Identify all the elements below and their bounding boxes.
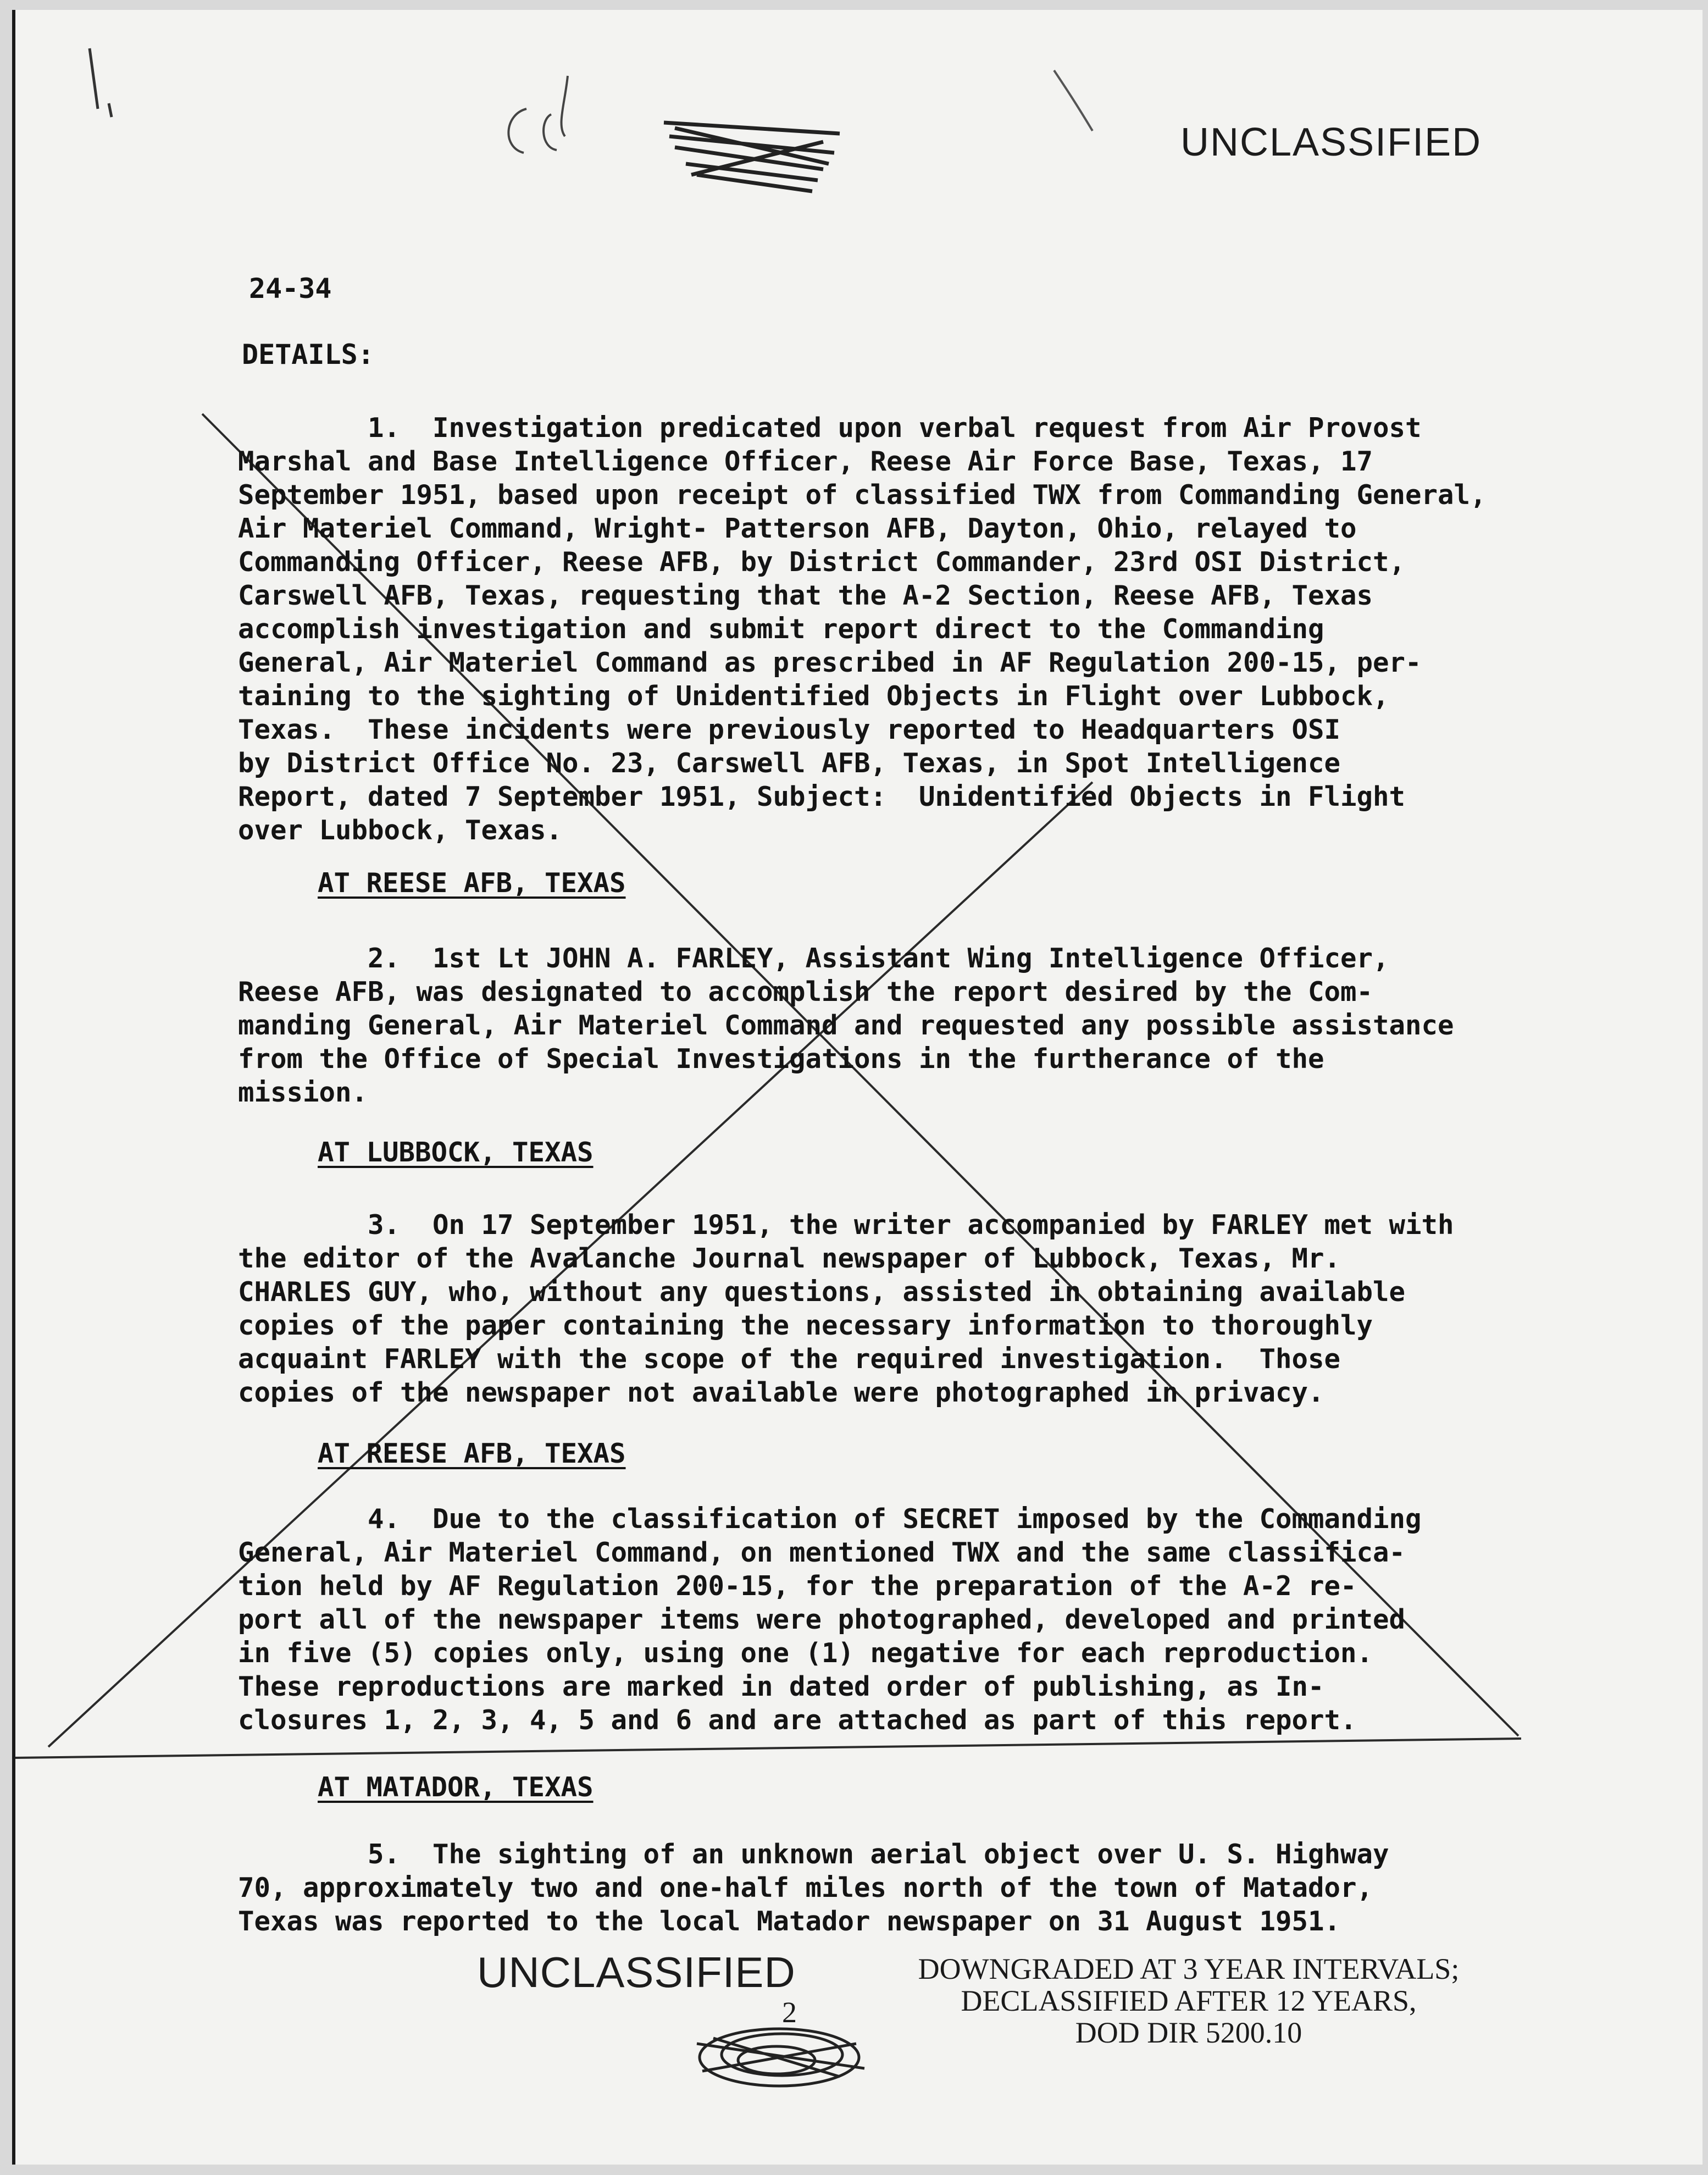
signature-scribble	[697, 2029, 864, 2086]
paragraph-3: 3. On 17 September 1951, the writer accompanied by FARLEY met with the editor of the Avalanche Journal newspaper of Lubbock, Texas, Mr. CHARLES GUY, who, without any questions, assisted in obtaining available copies of the paper containing the necessary information to thoroughly acquaint FARLEY with the scope of the required investigation. Those copies of the newspaper not available were photographed in privacy.	[238, 1209, 1454, 1408]
paragraph-5: 5. The sighting of an unknown aerial object over U. S. Highway 70, approximately two and one-half miles north of the town of Matador, Texas was reported to the local Matador newspaper on 31 August 1951.	[238, 1839, 1389, 1937]
downgrade-line-2: DECLASSIFIED AFTER 12 YEARS,	[961, 1984, 1417, 2017]
downgrade-notice	[873, 1953, 1505, 2049]
paragraph-1: 1. Investigation predicated upon verbal request from Air Provost Marshal and Base Intelligence Officer, Reese Air Force Base, Texas, 17 September 1951, based upon receipt of classified TWX from Commanding General, Air Materiel Command, Wright- Patterson AFB, Dayton, Ohio, relayed to Commanding Officer, Reese AFB, by District Commander, 23rd OSI District, Carswell AFB, Texas, requesting that the A-2 Section, Reese AFB, Texas accomplish investigation and submit report direct to the Commanding General, Air Materiel Command as prescribed in AF Regulation 200-15, per- taining to the sighting of Unidentified Objects in Flight over Lubbock, Texas. These incidents were previously reported to Headquarters OSI by District Office No. 23, Carswell AFB, Texas, in Spot Intelligence Report, dated 7 September 1951, Subject: Unidentified Objects in Flight over Lubbock, Texas.	[238, 412, 1487, 846]
section-heading-matador: AT MATADOR, TEXAS	[318, 1772, 594, 1803]
file-number: 24-34	[249, 273, 332, 305]
document-page	[12, 10, 1703, 2165]
section-heading-reese-1: AT REESE AFB, TEXAS	[318, 867, 626, 899]
downgrade-line-1: DOWNGRADED AT 3 YEAR INTERVALS;	[918, 1952, 1460, 1985]
paragraph-2: 2. 1st Lt JOHN A. FARLEY, Assistant Wing Intelligence Officer, Reese AFB, was designated to accomplish the report desired by the Com- manding General, Air Materiel Command and requested any possible assistance from the Office of Special Investigations in the furtherance of the mission.	[238, 943, 1454, 1108]
section-heading-reese-2: AT REESE AFB, TEXAS	[318, 1438, 626, 1469]
paragraph-4: 4. Due to the classification of SECRET imposed by the Commanding General, Air Materiel Command, on mentioned TWX and the same classifica- tion held by AF Regulation 200-15, for the preparation of the A-2 re- port all of the newspaper items were photographed, developed and printed in five (5) copies only, using one (1) negative for each reproduction. These reproductions are marked in dated order of publishing, as In- closures 1, 2, 3, 4, 5 and 6 and are attached as part of this report.	[238, 1503, 1422, 1736]
downgrade-line-3: DOD DIR 5200.10	[1075, 2016, 1302, 2049]
classification-stamp-top: UNCLASSIFIED	[1180, 120, 1482, 164]
redaction-scribble-top	[664, 123, 840, 191]
page-number: 2	[782, 1996, 797, 2029]
classification-stamp-bottom: UNCLASSIFIED	[477, 1948, 796, 1996]
details-heading: DETAILS:	[242, 339, 374, 370]
section-heading-lubbock: AT LUBBOCK, TEXAS	[318, 1137, 594, 1168]
